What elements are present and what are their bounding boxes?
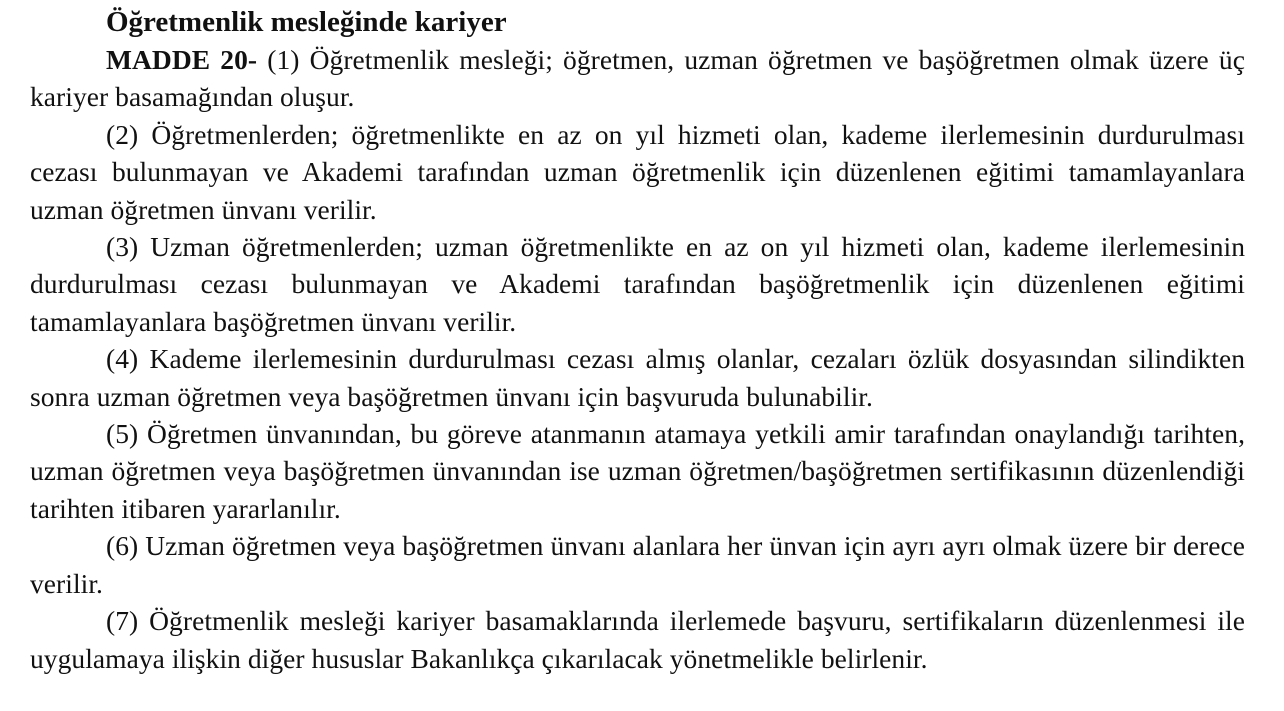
- paragraph-3: (3) Uzman öğretmenlerden; uzman öğretmenlikte en az on yıl hizmeti olan, kademe ilerlemesinin durdurulması cezası bulunmayan ve Akademi tarafından başöğretmenlik için düzenlenen eğitimi tamamlayanlara başöğretmen ünvanı verilir.: [30, 231, 1245, 337]
- paragraph-1-text: (1) Öğretmenlik mesleği; öğretmen, uzman öğretmen ve başöğretmen olmak üzere üç kariyer basamağından oluşur.: [30, 44, 1245, 113]
- document-body: [30, 4, 1245, 677]
- paragraph-1: [30, 41, 1245, 116]
- paragraph-6: (6) Uzman öğretmen veya başöğretmen ünvanı alanlara her ünvan için ayrı ayrı olmak üzere bir derece verilir.: [30, 530, 1245, 599]
- paragraph-4: (4) Kademe ilerlemesinin durdurulması cezası almış olanlar, cezaları özlük dosyasından silindikten sonra uzman öğretmen veya başöğretmen ünvanı için başvuruda bulunabilir.: [30, 343, 1245, 412]
- paragraph-5: (5) Öğretmen ünvanından, bu göreve atanmanın atamaya yetkili amir tarafından onaylandığı tarihten, uzman öğretmen veya başöğretmen ünvanından ise uzman öğretmen/başöğretmen sertifikasının düzenlendiği tarihten itibaren yararlanılır.: [30, 418, 1245, 524]
- paragraph-7: (7) Öğretmenlik mesleği kariyer basamaklarında ilerlemede başvuru, sertifikaların düzenlenmesi ile uygulamaya ilişkin diğer hususlar Bakanlıkça çıkarılacak yönetmelikle belirlenir.: [30, 605, 1245, 674]
- article-label: MADDE 20-: [106, 44, 258, 75]
- article-heading: Öğretmenlik mesleğinde kariyer: [106, 6, 507, 38]
- paragraph-2: (2) Öğretmenlerden; öğretmenlikte en az on yıl hizmeti olan, kademe ilerlemesinin durdurulması cezası bulunmayan ve Akademi tarafından uzman öğretmenlik için düzenlenen eğitimi tamamlayanlara uzman öğretmen ünvanı verilir.: [30, 118, 1245, 225]
